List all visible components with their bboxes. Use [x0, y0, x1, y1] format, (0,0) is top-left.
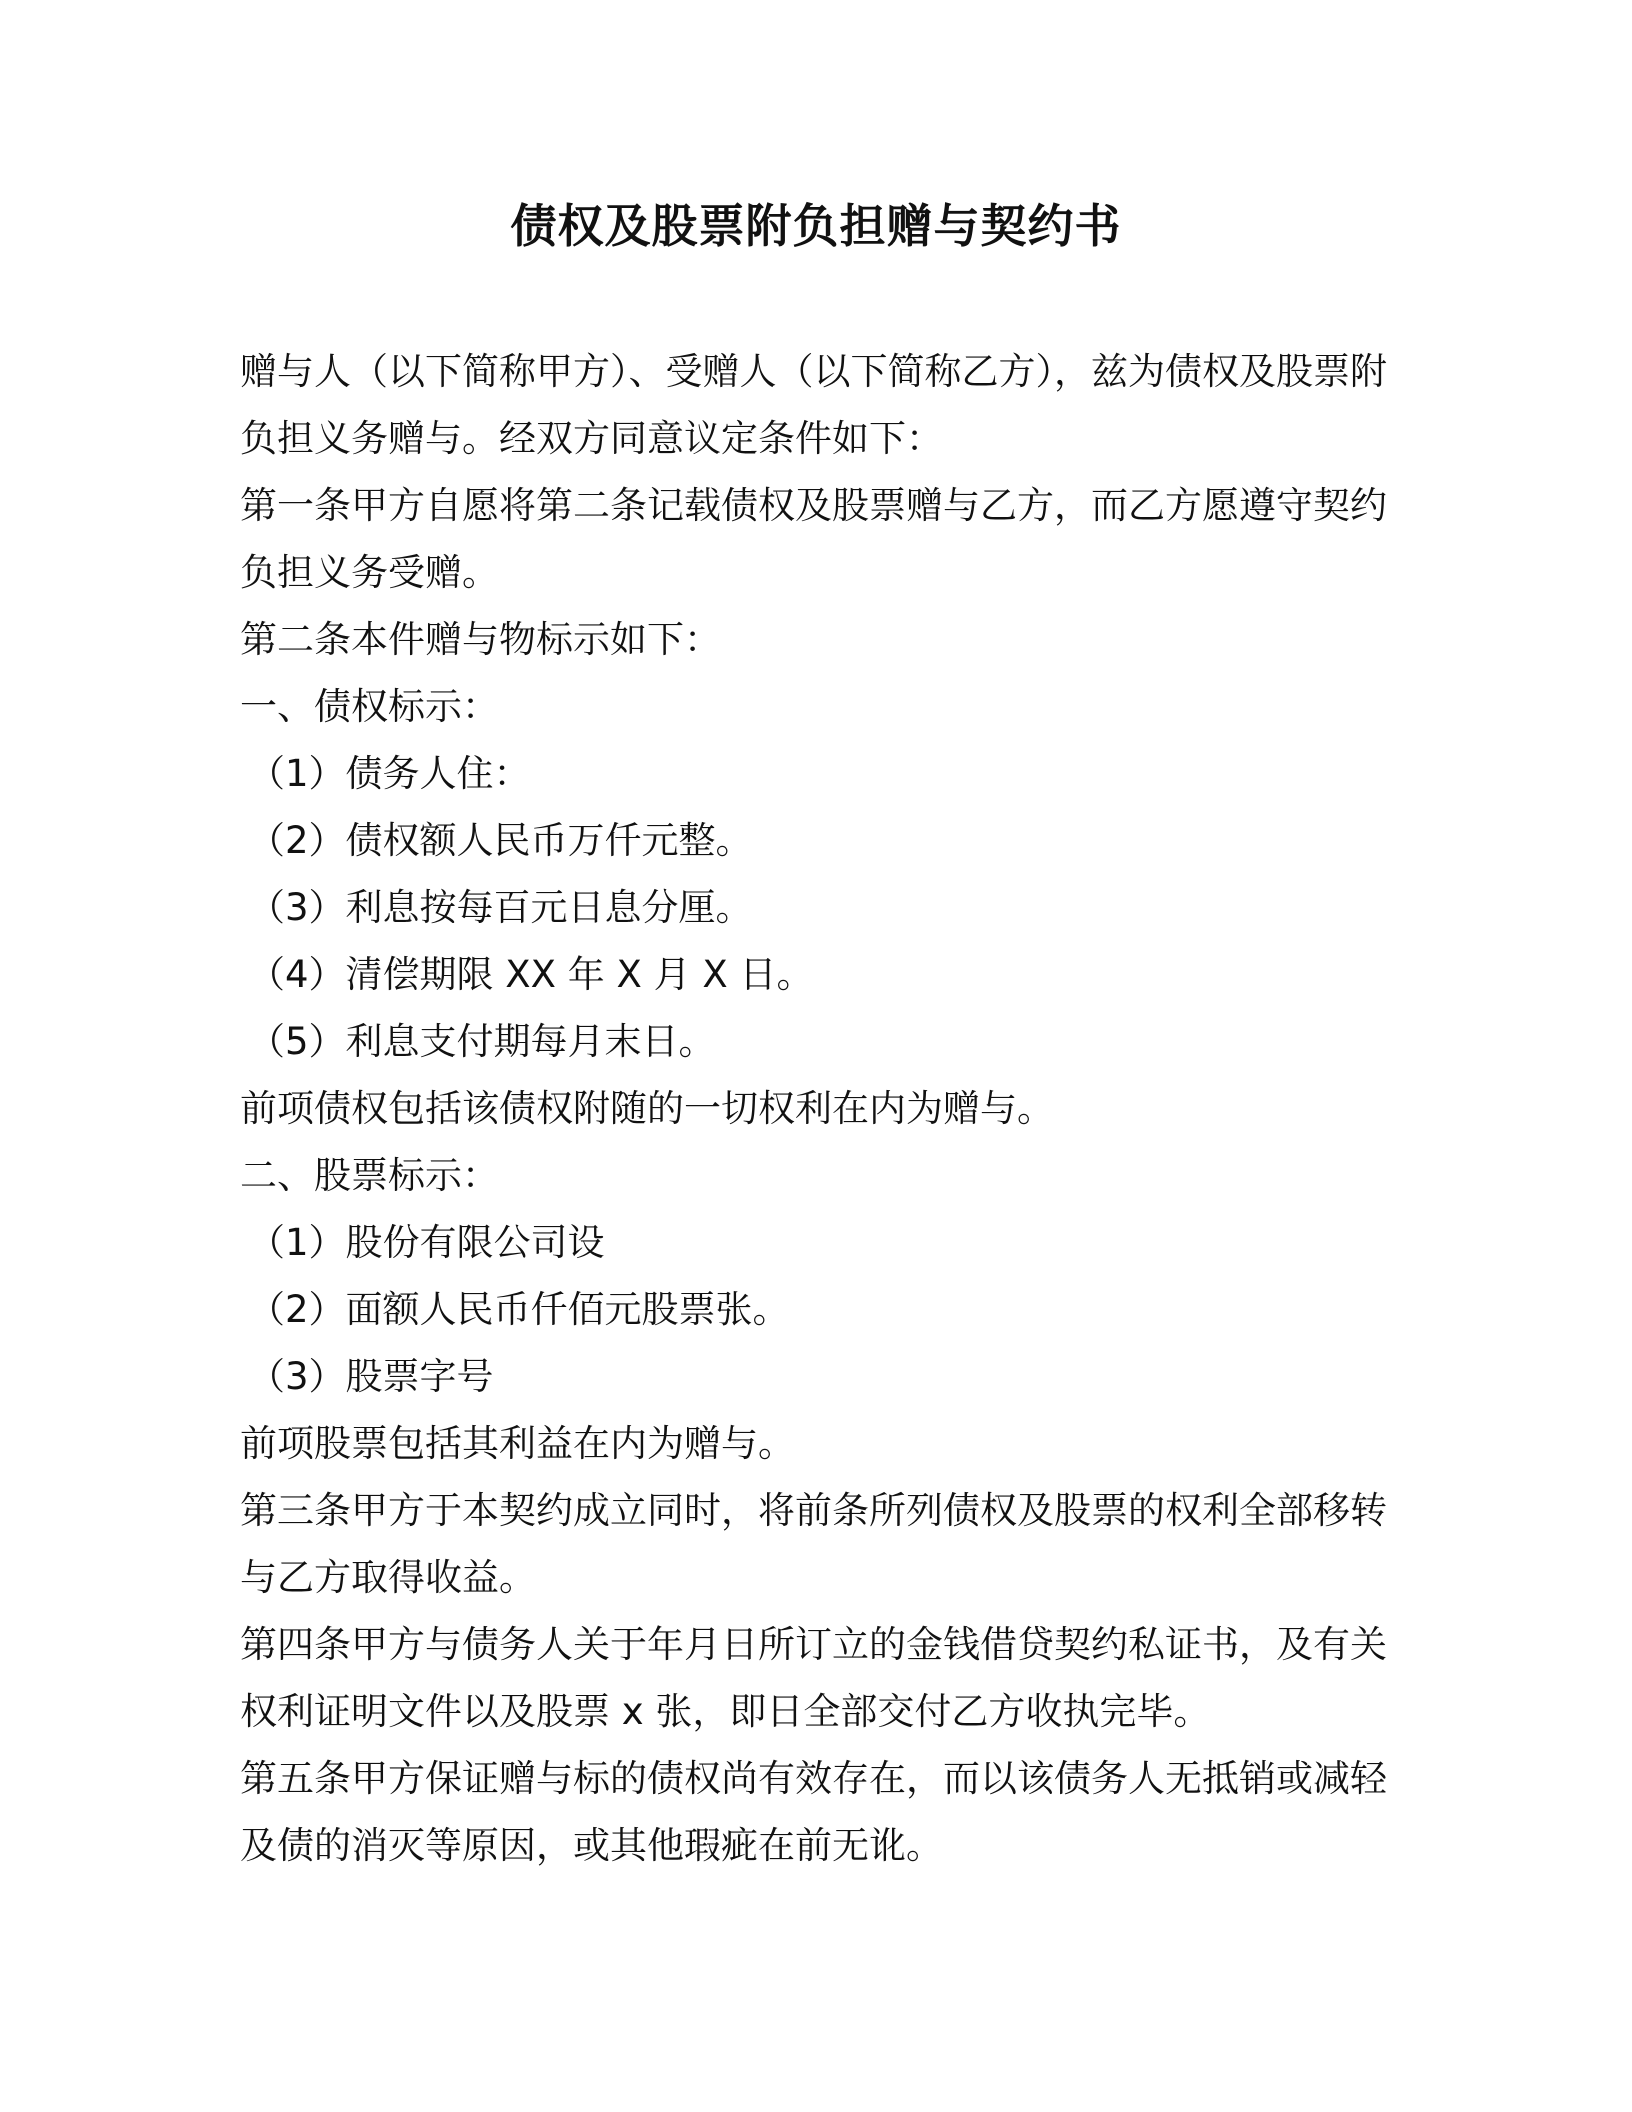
article-3-line: 与乙方取得收益。: [240, 1556, 536, 1599]
section-heading-stocks: 二、股票标示：: [240, 1154, 499, 1197]
document-body: [240, 338, 1400, 1879]
article-1-line: 第一条甲方自愿将第二条记载债权及股票赠与乙方，而乙方愿遵守契约: [240, 484, 1387, 527]
stocks-summary: 前项股票包括其利益在内为赠与。: [240, 1422, 795, 1465]
stock-item: （1）股份有限公司设: [248, 1221, 605, 1264]
claim-item: （5）利息支付期每月末日。: [248, 1020, 716, 1063]
section-heading-claims: 一、债权标示：: [240, 685, 499, 728]
stock-item: （2）面额人民币仟佰元股票张。: [248, 1288, 790, 1331]
paragraph-line: 赠与人（以下简称甲方）、受赠人（以下简称乙方），兹为债权及股票附: [240, 350, 1387, 393]
claims-summary: 前项债权包括该债权附随的一切权利在内为赠与。: [240, 1087, 1054, 1130]
article-3-line: 第三条甲方于本契约成立同时，将前条所列债权及股票的权利全部移转: [240, 1489, 1387, 1532]
claim-item: （3）利息按每百元日息分厘。: [248, 886, 753, 929]
document-title: 债权及股票附负担赠与契约书: [510, 199, 1122, 253]
article-5-line: 及债的消灭等原因，或其他瑕疵在前无讹。: [240, 1824, 943, 1867]
claim-item: （1）债务人住：: [248, 752, 531, 795]
article-1-line: 负担义务受赠。: [240, 551, 499, 594]
paragraph-line: 负担义务赠与。经双方同意议定条件如下：: [240, 417, 943, 460]
article-2-heading: 第二条本件赠与物标示如下：: [240, 618, 721, 661]
article-4-line: 第四条甲方与债务人关于年月日所订立的金钱借贷契约私证书，及有关: [240, 1623, 1387, 1666]
stock-item: （3）股票字号: [248, 1355, 494, 1398]
article-5-line: 第五条甲方保证赠与标的债权尚有效存在，而以该债务人无抵销或减轻: [240, 1757, 1387, 1800]
claim-item: （4）清偿期限 XX 年 X 月 X 日。: [248, 953, 814, 996]
claim-item: （2）债权额人民币万仟元整。: [248, 819, 753, 862]
article-4-line: 权利证明文件以及股票 x 张，即日全部交付乙方收执完毕。: [240, 1690, 1211, 1733]
